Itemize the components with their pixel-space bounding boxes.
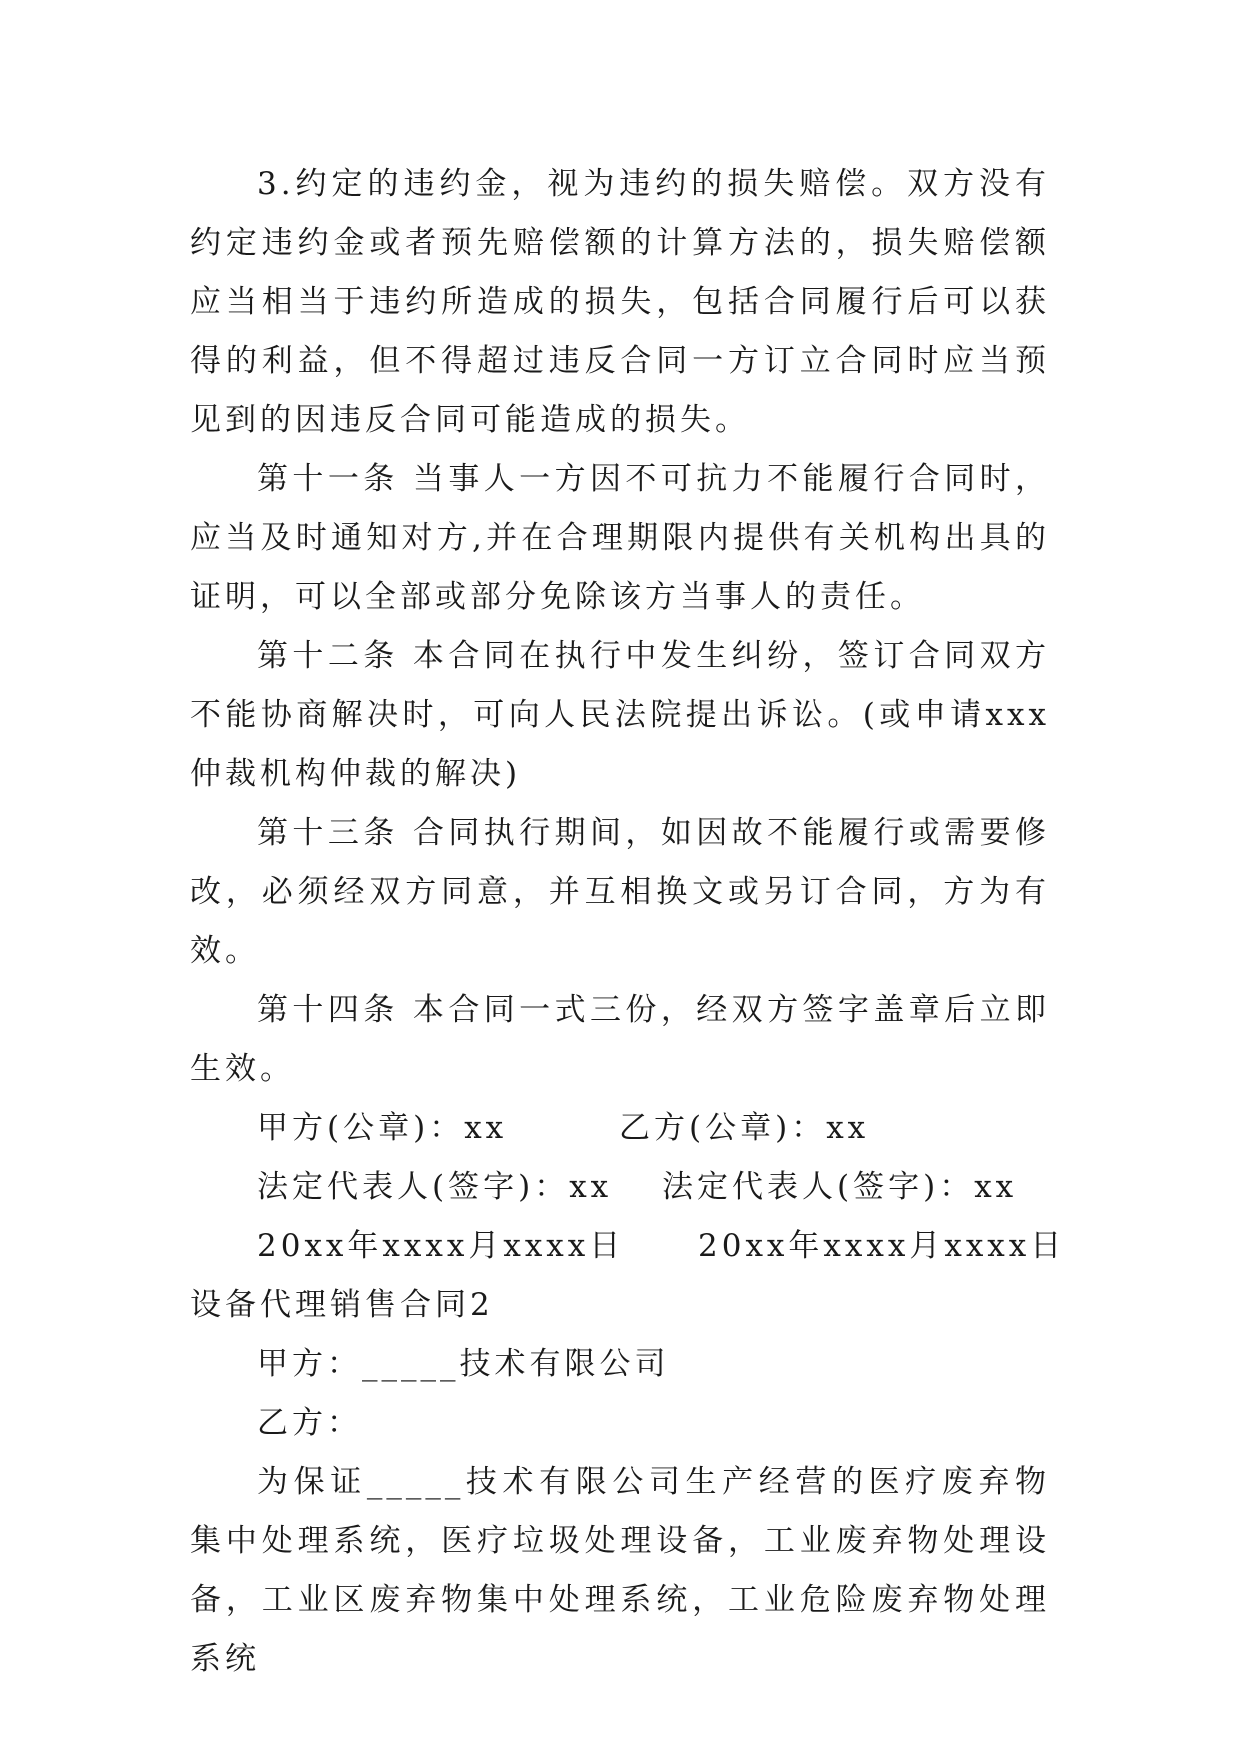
party-b-date: 20xx年xxxx月xxxx日	[698, 1228, 1066, 1264]
party-b-representative: 法定代表人(签字)：xx	[662, 1169, 1018, 1205]
second-contract-party-b: 乙方：	[257, 1405, 362, 1441]
second-contract-intro: 为保证_____技术有限公司生产经营的医疗废弃物集中处理系统，医疗垃圾处理设备，工业废弃物处理设备，工业区废弃物集中处理系统，工业危险废弃物处理系统	[190, 1464, 1050, 1677]
article-13-paragraph: 第十三条 合同执行期间，如因故不能履行或需要修改，必须经双方同意，并互相换文或另订合同，方为有效。	[190, 815, 1050, 969]
party-a-seal: 甲方(公章)：xx	[257, 1110, 508, 1146]
second-contract-party-a: 甲方：_____技术有限公司	[257, 1346, 670, 1382]
clause-3-paragraph: 3.约定的违约金，视为违约的损失赔偿。双方没有约定违约金或者预先赔偿额的计算方法的，损失赔偿额应当相当于违约所造成的损失，包括合同履行后可以获得的利益，但不得超过违反合同一方订立合同时应当预见到的因违反合同可能造成的损失。	[190, 166, 1050, 438]
article-14-paragraph: 第十四条 本合同一式三份，经双方签字盖章后立即生效。	[190, 992, 1050, 1087]
article-11-paragraph: 第十一条 当事人一方因不可抗力不能履行合同时，应当及时通知对方,并在合理期限内提供有关机构出具的证明，可以全部或部分免除该方当事人的责任。	[190, 461, 1050, 615]
representative-row	[190, 1158, 1050, 1217]
article-12-paragraph: 第十二条 本合同在执行中发生纠纷，签订合同双方不能协商解决时，可向人民法院提出诉讼。(或申请xxx仲裁机构仲裁的解决)	[190, 638, 1050, 792]
date-row	[190, 1217, 1066, 1276]
document-body	[190, 155, 1066, 1689]
second-contract-title: 设备代理销售合同2	[190, 1287, 494, 1323]
party-a-date: 20xx年xxxx月xxxx日	[257, 1228, 625, 1264]
party-a-representative: 法定代表人(签字)：xx	[257, 1169, 613, 1205]
party-b-seal: 乙方(公章)：xx	[619, 1110, 870, 1146]
seal-row	[190, 1099, 1050, 1158]
